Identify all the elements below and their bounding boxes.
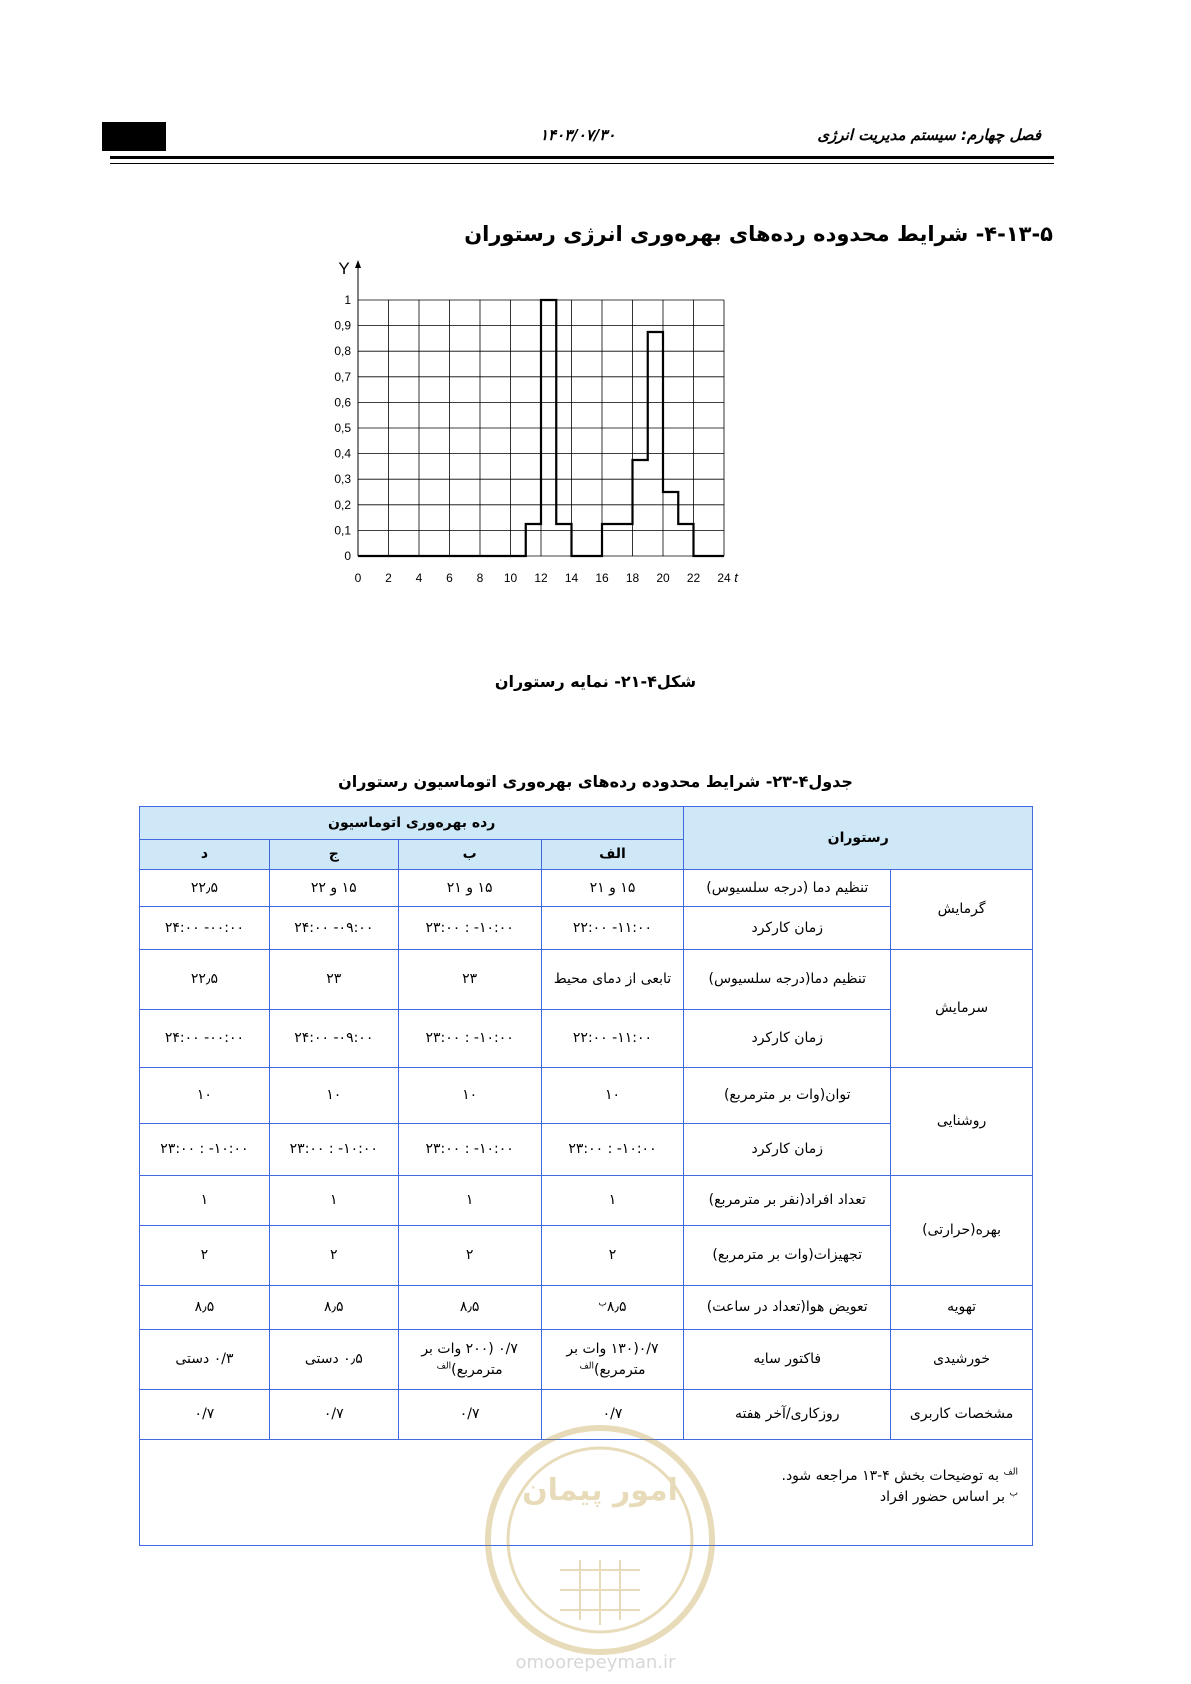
table-cell: ۸٫۵ [269,1286,398,1330]
footnote-text: بر اساس حضور افراد [879,1489,1006,1505]
table-cell: ۲ [398,1226,541,1286]
table-cell: ۱۰:۰۰- : ۲۳:۰۰ [541,1124,684,1176]
table-row [140,950,1033,1010]
table-cell: ۱۰:۰۰- : ۲۳:۰۰ [398,1124,541,1176]
group-label: روشنایی [891,1068,1033,1176]
y-axis-arrow-icon [355,260,361,268]
table-cell: ۲ [269,1226,398,1286]
y-tick-label: 0,5 [334,421,351,435]
y-tick-label: 0,2 [334,497,351,512]
footnote-mark: الف [436,1360,452,1371]
y-tick-label: 0 [344,549,351,563]
y-tick-label: 0,8 [334,344,351,359]
table-cell: ۲۳ [398,950,541,1010]
x-tick-label: 22 [686,571,701,585]
class-header: الف [541,840,684,870]
y-tick-label: 0,1 [334,523,351,538]
header-rule-thin [110,163,1054,164]
param-label: تنظیم دما(درجه سلسیوس) [684,950,891,1010]
y-tick-label: 0,6 [334,395,351,410]
watermark-brand: امور پیمان [522,1473,678,1508]
param-label: فاکتور سایه [684,1330,891,1390]
table-cell: ۱۰ [140,1068,270,1124]
table-cell: ۰/۳ دستی [140,1330,270,1390]
group-label: بهره(حرارتی) [891,1176,1033,1286]
header-efficiency-class: رده بهره‌وری اتوماسیون [140,807,684,840]
class-header: ب [398,840,541,870]
cell-value: ۰/۷(۱۳۰ وات بر مترمربع) [566,1340,659,1378]
y-tick-label: 0,7 [334,369,351,384]
y-axis-label: Y [338,259,350,278]
header-restaurant: رستوران [684,807,1033,870]
table-cell: ۰۰:۰۰- ۲۴:۰۰ [140,1010,270,1068]
param-label: تعویض هوا(تعداد در ساعت) [684,1286,891,1330]
cell-value: ۰/۷ (۲۰۰ وات بر مترمربع) [421,1340,518,1378]
table-row [140,1330,1033,1390]
class-header: د [140,840,270,870]
table-cell [541,1286,684,1330]
table-cell: ۱۰ [398,1068,541,1124]
header-chapter-title: فصل چهارم: سیستم مدیریت انرژی [817,126,1041,144]
param-label: تجهیزات(وات بر مترمربع) [684,1226,891,1286]
group-label: گرمایش [891,870,1033,950]
y-tick-label: 1 [344,293,351,307]
table-cell: ۱۰:۰۰- : ۲۳:۰۰ [398,907,541,950]
table-cell: ۱۰:۰۰- : ۲۳:۰۰ [269,1124,398,1176]
cell-value: ۸٫۵ [606,1299,627,1315]
table-cell: ۱ [269,1176,398,1226]
x-tick-label: 16 [595,571,609,585]
group-label: تهویه [891,1286,1033,1330]
param-label: زمان کارکرد [684,1010,891,1068]
x-tick-label: 14 [564,571,579,585]
table-cell: ۱۱:۰۰- ۲۲:۰۰ [541,1010,684,1068]
x-tick-label: 2 [385,571,392,585]
footnote-text: به توضیحات بخش ۴-۱۳ مراجعه شود. [781,1468,999,1484]
table-cell: ۰۰:۰۰- ۲۴:۰۰ [140,907,270,950]
group-label: مشخصات کاربری [891,1390,1033,1440]
table-cell: ۱۵ و ۲۱ [398,870,541,907]
table-cell: ۸٫۵ [140,1286,270,1330]
x-tick-label: 20 [656,571,670,585]
table-cell: ۱۰ [541,1068,684,1124]
table-cell: تابعی از دمای محیط [541,950,684,1010]
table-cell: ۲ [541,1226,684,1286]
table-cell: ۱۵ و ۲۱ [541,870,684,907]
class-header: ج [269,840,398,870]
table-cell: ۰/۷ [398,1390,541,1440]
watermark-url: omoorepeyman.ir [515,1652,676,1673]
table-cell: ۱۰:۰۰- : ۲۳:۰۰ [140,1124,270,1176]
table-row [140,1068,1033,1124]
table-cell: ۲۳ [269,950,398,1010]
param-label: تعداد افراد(نفر بر مترمربع) [684,1176,891,1226]
group-label: خورشیدی [891,1330,1033,1390]
param-label: روزکاری/آخر هفته [684,1390,891,1440]
table-cell: ۱۱:۰۰- ۲۲:۰۰ [541,907,684,950]
param-label: زمان کارکرد [684,1124,891,1176]
x-tick-label: 18 [625,571,640,585]
table-cell: ۰/۷ [140,1390,270,1440]
x-tick-label: 10 [503,571,518,585]
table-cell: ۲۲٫۵ [140,870,270,907]
table-cell: ۰۹:۰۰- ۲۴:۰۰ [269,907,398,950]
x-axis-label: t [734,570,738,585]
page-number-block [102,122,166,151]
table-caption: جدول۴-۲۳- شرایط محدوده رده‌های بهره‌وری اتوماسیون رستوران [338,772,853,791]
x-tick-label: 0 [354,571,362,585]
x-tick-label: 8 [476,571,484,585]
x-tick-label: 24 [717,571,731,585]
table-row [140,1286,1033,1330]
table-cell [398,1330,541,1390]
header-date: ۱۴۰۳/۰۷/۳۰ [540,126,616,144]
table-cell: ۱۵ و ۲۲ [269,870,398,907]
param-label: توان(وات بر مترمربع) [684,1068,891,1124]
table-row [140,870,1033,907]
footnote-mark: ب [598,1298,607,1309]
param-label: تنظیم دما (درجه سلسیوس) [684,870,891,907]
table-cell: ۱۰ [269,1068,398,1124]
table-cell: ۱ [541,1176,684,1226]
footnote-mark: الف [579,1360,594,1371]
x-tick-label: 12 [534,571,548,585]
x-tick-label: 4 [415,571,423,585]
group-label: سرمایش [891,950,1033,1068]
param-label: زمان کارکرد [684,907,891,950]
y-tick-label: 0,3 [334,472,351,487]
footnote-mark: الف [1003,1467,1018,1478]
restaurant-profile-chart [334,259,832,645]
table-cell: ۰/۷ [541,1390,684,1440]
table-cell: ۰۹:۰۰- ۲۴:۰۰ [269,1010,398,1068]
table-cell: ۰/۷ [269,1390,398,1440]
header-rule-thick [110,156,1054,159]
table-cell: ۲ [140,1226,270,1286]
y-tick-label: 0,4 [334,446,351,461]
table-cell: ۰٫۵ دستی [269,1330,398,1390]
table-cell: ۱ [398,1176,541,1226]
x-tick-label: 6 [446,571,453,585]
footnote-mark: ب [1009,1488,1018,1499]
section-title: ۴-۱۳-۵- شرایط محدوده رده‌های بهره‌وری انرژی رستوران [464,222,1053,246]
table-cell: ۸٫۵ [398,1286,541,1330]
figure-caption: شکل۴-۲۱- نمایه رستوران [494,672,697,691]
watermark-seal-icon [480,1420,720,1660]
table-cell: ۱ [140,1176,270,1226]
table-cell: ۲۲٫۵ [140,950,270,1010]
y-tick-label: 0,9 [334,318,351,333]
table-cell [541,1330,684,1390]
table-row [140,1176,1033,1226]
table-cell: ۱۰:۰۰- : ۲۳:۰۰ [398,1010,541,1068]
